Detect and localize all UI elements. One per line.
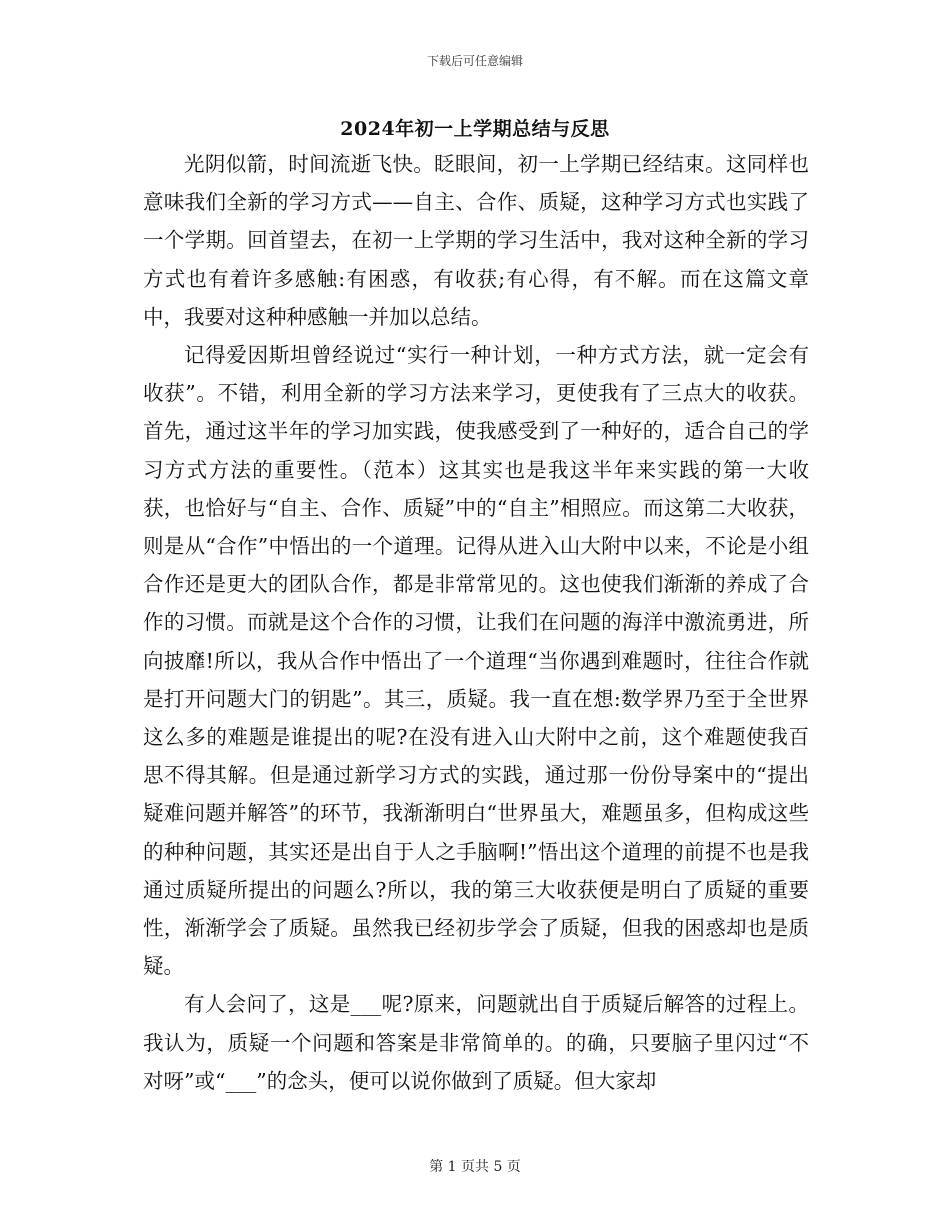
header-note: 下载后可任意编辑 [426,54,523,68]
document-title: 2024年初一上学期总结与反思 [340,118,610,140]
paragraph-2: 记得爱因斯坦曾经说过“实行一种计划，一种方式方法，就一定会有收获”。不错，利用全新的学习方法来学习，更使我有了三点大的收获。首先，通过这半年的学习加实践，使我感受到了一种好的，适合自己的学习方式方法的重要性。（范本）这其实也是我这半年来实践的第一大收获，也恰好与“自主、合作、质疑”中的“自主”相照应。而这第二大收获，则是从“合作”中悟出的一个道理。记得从进入山大附中以来，不论是小组合作还是更大的团队合作，都是非常常见的。这也使我们渐渐的养成了合作的习惯。而就是这个合作的习惯，让我们在问题的海洋中激流勇进，所向披靡!所以，我从合作中悟出了一个道理“当你遇到难题时，往往合作就是打开问题大门的钥匙”。其三，质疑。我一直在想:数学界乃至于全世界这么多的难题是谁提出的呢?在没有进入山大附中之前，这个难题使我百思不得其解。但是通过新学习方式的实践，通过那一份份导案中的“提出疑难问题并解答”的环节，我渐渐明白“世界虽大，难题虽多，但构成这些的种种问题，其实还是出自于人之手脑啊!”悟出这个道理的前提不也是我通过质疑所提出的问题么?所以，我的第三大收获便是明白了质疑的重要性，渐渐学会了质疑。虽然我已经初步学会了质疑，但我的困惑却也是质疑。 [143,343,809,979]
paragraph-3: 有人会问了，这是___呢?原来，问题就出自于质疑后解答的过程上。我认为，质疑一个问题和答案是非常简单的。的确，只要脑子里闪过“不对呀”或“___”的念头，便可以说你做到了质疑。但大家却 [143,992,809,1093]
page-number: 第 1 页共 5 页 [429,1159,521,1175]
paragraph-1: 光阴似箭，时间流逝飞快。眨眼间，初一上学期已经结束。这同样也意味我们全新的学习方式——自主、合作、质疑，这种学习方式也实践了一个学期。回首望去，在初一上学期的学习生活中，我对这种全新的学习方式也有着许多感触:有困惑，有收获;有心得，有不解。而在这篇文章中，我要对这种种感触一并加以总结。 [143,152,809,329]
document-body [143,145,809,1100]
